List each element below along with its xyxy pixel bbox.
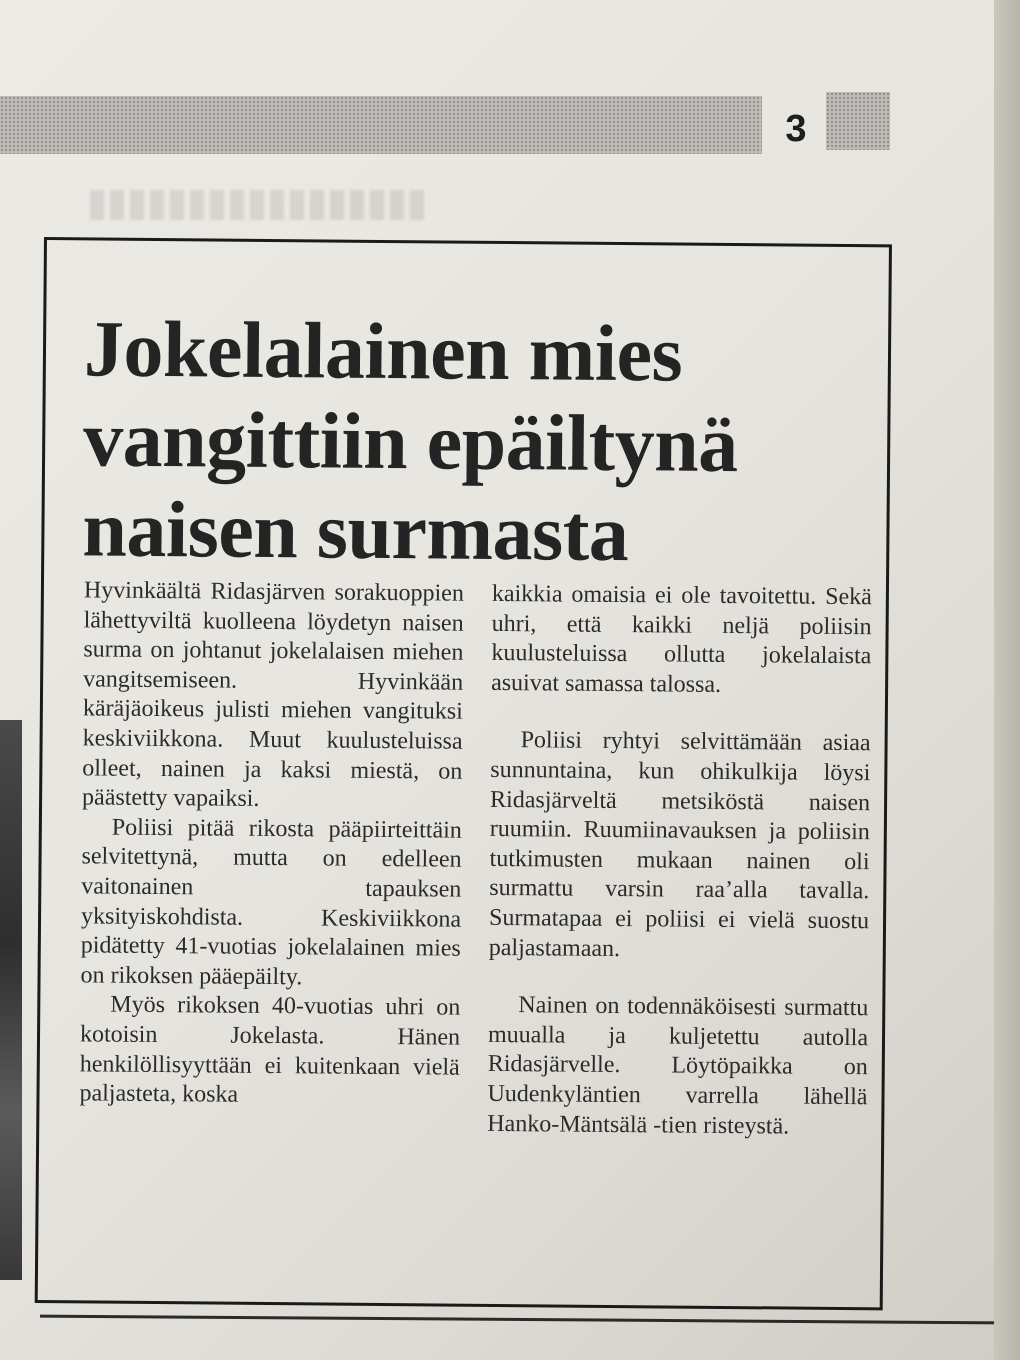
header-halftone-bar-right: [826, 92, 890, 150]
header-halftone-bar: [0, 96, 762, 154]
page-number: 3: [785, 108, 807, 150]
headline: [82, 304, 864, 581]
paragraph: kaikkia omaisia ei ole tavoitettu. Sekä uhri, että kaikki neljä poliisin kuulusteluissa ollutta jokelalaista asuivat samassa talossa.: [491, 580, 873, 698]
paragraph: Nainen on todennäköisesti surmattu muualla ja kuljetettu autolla Ridasjärvelle. Löytöpaikka on Uudenkyläntien varrella lähellä Hanko-Mäntsälä -tien risteystä.: [487, 992, 869, 1140]
faded-show-through-text: [90, 190, 430, 220]
left-column: [79, 576, 464, 1112]
adjacent-photo-edge: [0, 720, 22, 1280]
headline-line-1: Jokelalainen mies: [83, 305, 683, 399]
right-column: [487, 580, 872, 1142]
paragraph: Poliisi pitää rikosta pääpiirteittäin selvitettynä, mutta on edelleen vaitonainen tapauksen yksityiskohdista. Keskiviikkona pidätetty 41-vuotias jokelalainen mies on rikoksen pääepäilty.: [80, 814, 462, 991]
headline-line-3: naisen surmasta: [82, 485, 629, 579]
bottom-rule: [40, 1315, 1000, 1325]
paragraph: Poliisi ryhtyi selvittämään asiaa sunnuntaina, kun ohikulkija löysi Ridasjärveltä metsiköstä naisen ruumiin. Ruumiinavauksen ja poliisin tutkimusten mukaan nainen oli surmattu varsin raa’alla tavalla. Surmatapaa ei poliisi ei vielä suostu paljastamaan.: [488, 727, 871, 962]
paragraph: Myös rikoksen 40-vuotias uhri on kotoisin Jokelasta. Hänen henkilöllisyyttään ei kuitenkaan vielä paljasteta, koska: [79, 991, 461, 1108]
headline-line-2: vangittiin epäiltynä: [82, 395, 739, 490]
paragraph: Hyvinkäältä Ridasjärven sorakuoppien lähettyviltä kuolleena löydetyn naisen surma on johtanut jokelalaisen miehen vangitsemiseen. Hyvinkään käräjäoikeus julisti miehen vangituksi keskiviikkona. Muut kuulusteluissa olleet, nainen ja kaksi miestä, on päästetty vapaiksi.: [81, 577, 465, 813]
article-frame: [35, 237, 892, 1310]
paper-edge: [994, 0, 1020, 1360]
